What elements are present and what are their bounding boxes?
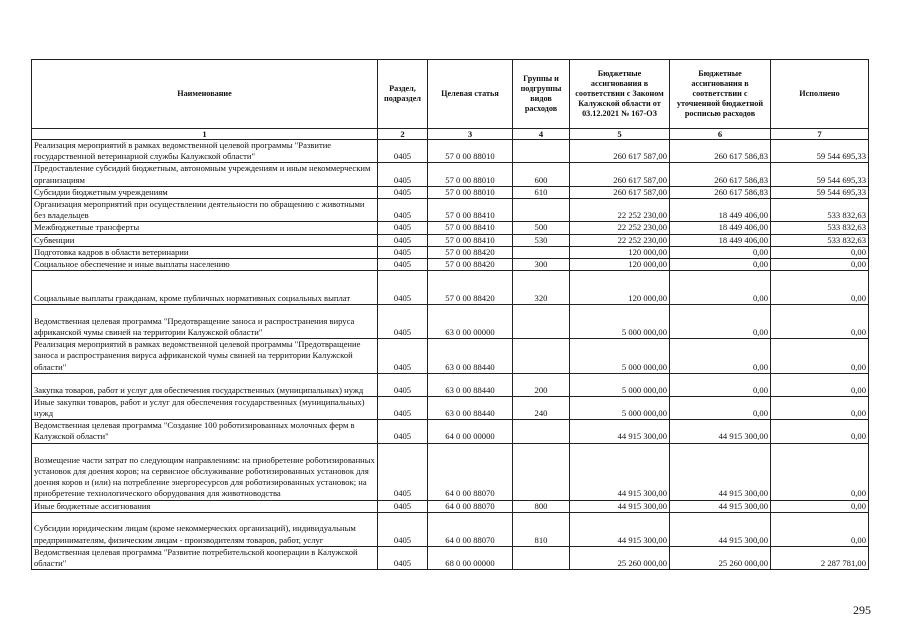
row-section-cell: 0405 <box>378 199 428 222</box>
row-law-allocation-cell: 44 915 300,00 <box>570 500 670 512</box>
row-name-cell: Реализация мероприятий в рамках ведомственной целевой программы "Предотвращение заноса и распространения вируса африканской чумы свиней на территории Калужской области" <box>32 339 378 374</box>
row-executed-cell: 59 544 695,33 <box>771 186 869 198</box>
row-name-cell: Организация мероприятий при осуществлении деятельности по обращению с животными без владельцев <box>32 199 378 222</box>
row-executed-cell: 0,00 <box>771 271 869 305</box>
row-refined-allocation-cell: 0,00 <box>670 305 771 339</box>
row-law-allocation-cell: 22 252 230,00 <box>570 234 670 246</box>
header-section: Раздел, подраздел <box>378 60 428 129</box>
table-row <box>32 222 869 234</box>
row-target-article-cell: 63 0 00 88440 <box>428 396 513 419</box>
budget-report-sheet <box>31 59 868 570</box>
row-refined-allocation-cell: 18 449 406,00 <box>670 234 771 246</box>
row-section-cell: 0405 <box>378 246 428 258</box>
row-refined-allocation-cell: 18 449 406,00 <box>670 222 771 234</box>
row-executed-cell: 0,00 <box>771 305 869 339</box>
table-row <box>32 500 869 512</box>
row-executed-cell: 0,00 <box>771 512 869 546</box>
row-section-cell: 0405 <box>378 234 428 246</box>
row-law-allocation-cell: 120 000,00 <box>570 271 670 305</box>
column-number: 5 <box>570 129 670 140</box>
row-target-article-cell: 57 0 00 88420 <box>428 271 513 305</box>
row-expense-group-cell <box>513 339 570 374</box>
row-executed-cell: 533 832,63 <box>771 222 869 234</box>
row-expense-group-cell: 810 <box>513 512 570 546</box>
row-section-cell: 0405 <box>378 443 428 500</box>
row-law-allocation-cell: 5 000 000,00 <box>570 339 670 374</box>
row-name-cell: Иные бюджетные ассигнования <box>32 500 378 512</box>
row-expense-group-cell: 300 <box>513 259 570 271</box>
row-section-cell: 0405 <box>378 222 428 234</box>
row-expense-group-cell <box>513 199 570 222</box>
row-name-cell: Предоставление субсидий бюджетным, автономным учреждениям и иным некоммерческим организациям <box>32 163 378 186</box>
row-executed-cell: 0,00 <box>771 396 869 419</box>
row-section-cell: 0405 <box>378 163 428 186</box>
row-target-article-cell: 64 0 00 88070 <box>428 443 513 500</box>
row-refined-allocation-cell: 25 260 000,00 <box>670 546 771 569</box>
table-row <box>32 373 869 396</box>
row-executed-cell: 0,00 <box>771 500 869 512</box>
table-row <box>32 186 869 198</box>
table-row <box>32 259 869 271</box>
row-expense-group-cell: 610 <box>513 186 570 198</box>
row-name-cell: Социальные выплаты гражданам, кроме публичных нормативных социальных выплат <box>32 271 378 305</box>
row-section-cell: 0405 <box>378 420 428 443</box>
column-number: 1 <box>32 129 378 140</box>
table-body <box>32 140 869 570</box>
row-target-article-cell: 57 0 00 88410 <box>428 222 513 234</box>
row-executed-cell: 0,00 <box>771 420 869 443</box>
table-row <box>32 305 869 339</box>
row-name-cell: Ведомственная целевая программа "Развитие потребительской кооперации в Калужской области" <box>32 546 378 569</box>
row-name-cell: Субвенции <box>32 234 378 246</box>
row-refined-allocation-cell: 0,00 <box>670 396 771 419</box>
row-target-article-cell: 57 0 00 88420 <box>428 246 513 258</box>
row-expense-group-cell: 240 <box>513 396 570 419</box>
row-law-allocation-cell: 260 617 587,00 <box>570 163 670 186</box>
row-law-allocation-cell: 260 617 587,00 <box>570 140 670 163</box>
page-number: 295 <box>853 603 871 617</box>
row-expense-group-cell: 320 <box>513 271 570 305</box>
header-target-article: Целевая статья <box>428 60 513 129</box>
row-name-cell: Иные закупки товаров, работ и услуг для обеспечения государственных (муниципальных) нужд <box>32 396 378 419</box>
row-executed-cell: 0,00 <box>771 339 869 374</box>
header-expense-group: Группы и подгруппы видов расходов <box>513 60 570 129</box>
row-law-allocation-cell: 44 915 300,00 <box>570 443 670 500</box>
row-refined-allocation-cell: 260 617 586,83 <box>670 140 771 163</box>
row-refined-allocation-cell: 0,00 <box>670 339 771 374</box>
table-row <box>32 246 869 258</box>
table-row <box>32 140 869 163</box>
table-row <box>32 546 869 569</box>
row-section-cell: 0405 <box>378 140 428 163</box>
row-section-cell: 0405 <box>378 546 428 569</box>
column-number: 7 <box>771 129 869 140</box>
row-target-article-cell: 57 0 00 88410 <box>428 234 513 246</box>
row-law-allocation-cell: 44 915 300,00 <box>570 420 670 443</box>
row-law-allocation-cell: 25 260 000,00 <box>570 546 670 569</box>
row-refined-allocation-cell: 0,00 <box>670 271 771 305</box>
column-number: 2 <box>378 129 428 140</box>
table-row <box>32 199 869 222</box>
table-row <box>32 339 869 374</box>
row-name-cell: Социальное обеспечение и иные выплаты населению <box>32 259 378 271</box>
row-target-article-cell: 57 0 00 88010 <box>428 163 513 186</box>
row-target-article-cell: 57 0 00 88420 <box>428 259 513 271</box>
row-name-cell: Ведомственная целевая программа "Предотвращение заноса и распространения вируса африканской чумы свиней на территории Калужской области" <box>32 305 378 339</box>
row-executed-cell: 0,00 <box>771 443 869 500</box>
table-row <box>32 396 869 419</box>
row-refined-allocation-cell: 0,00 <box>670 246 771 258</box>
row-name-cell: Реализация мероприятий в рамках ведомственной целевой программы "Развитие государственной ветеринарной службы Калужской области" <box>32 140 378 163</box>
row-name-cell: Закупка товаров, работ и услуг для обеспечения государственных (муниципальных) нужд <box>32 373 378 396</box>
header-name: Наименование <box>32 60 378 129</box>
row-expense-group-cell: 530 <box>513 234 570 246</box>
header-law-allocations: Бюджетные ассигнования в соответствии с Законом Калужской области от 03.12.2021 № 167-ОЗ <box>570 60 670 129</box>
row-section-cell: 0405 <box>378 186 428 198</box>
row-expense-group-cell <box>513 443 570 500</box>
table-row <box>32 163 869 186</box>
row-section-cell: 0405 <box>378 373 428 396</box>
row-refined-allocation-cell: 18 449 406,00 <box>670 199 771 222</box>
table-row <box>32 271 869 305</box>
row-refined-allocation-cell: 44 915 300,00 <box>670 420 771 443</box>
row-refined-allocation-cell: 44 915 300,00 <box>670 512 771 546</box>
column-number: 4 <box>513 129 570 140</box>
table-row <box>32 443 869 500</box>
budget-table <box>31 59 869 570</box>
row-law-allocation-cell: 5 000 000,00 <box>570 373 670 396</box>
row-target-article-cell: 57 0 00 88010 <box>428 186 513 198</box>
table-row <box>32 512 869 546</box>
row-expense-group-cell: 500 <box>513 222 570 234</box>
row-section-cell: 0405 <box>378 339 428 374</box>
row-target-article-cell: 64 0 00 88070 <box>428 500 513 512</box>
row-expense-group-cell: 800 <box>513 500 570 512</box>
row-expense-group-cell: 600 <box>513 163 570 186</box>
row-target-article-cell: 57 0 00 88410 <box>428 199 513 222</box>
row-refined-allocation-cell: 0,00 <box>670 259 771 271</box>
column-number: 3 <box>428 129 513 140</box>
row-executed-cell: 533 832,63 <box>771 199 869 222</box>
row-refined-allocation-cell: 260 617 586,83 <box>670 186 771 198</box>
table-row <box>32 234 869 246</box>
row-section-cell: 0405 <box>378 500 428 512</box>
row-refined-allocation-cell: 44 915 300,00 <box>670 500 771 512</box>
row-law-allocation-cell: 260 617 587,00 <box>570 186 670 198</box>
row-expense-group-cell <box>513 546 570 569</box>
row-name-cell: Подготовка кадров в области ветеринарии <box>32 246 378 258</box>
row-executed-cell: 59 544 695,33 <box>771 163 869 186</box>
row-executed-cell: 0,00 <box>771 373 869 396</box>
row-name-cell: Субсидии бюджетным учреждениям <box>32 186 378 198</box>
row-section-cell: 0405 <box>378 512 428 546</box>
row-refined-allocation-cell: 0,00 <box>670 373 771 396</box>
row-refined-allocation-cell: 260 617 586,83 <box>670 163 771 186</box>
row-executed-cell: 59 544 695,33 <box>771 140 869 163</box>
row-executed-cell: 533 832,63 <box>771 234 869 246</box>
row-law-allocation-cell: 5 000 000,00 <box>570 305 670 339</box>
row-section-cell: 0405 <box>378 396 428 419</box>
row-expense-group-cell <box>513 305 570 339</box>
row-executed-cell: 0,00 <box>771 259 869 271</box>
row-law-allocation-cell: 22 252 230,00 <box>570 222 670 234</box>
row-executed-cell: 0,00 <box>771 246 869 258</box>
column-number-row <box>32 129 869 140</box>
row-expense-group-cell <box>513 140 570 163</box>
row-name-cell: Возмещение части затрат по следующим направлениям: на приобретение роботизированных установок для доения коров; на сервисное обслуживание роботизированных установок для доения коров и (или) на потребление энергоресурсов для роботизированных установок; на приобретение технологического оборудования для животноводства <box>32 443 378 500</box>
row-law-allocation-cell: 5 000 000,00 <box>570 396 670 419</box>
row-target-article-cell: 64 0 00 88070 <box>428 512 513 546</box>
row-name-cell: Субсидии юридическим лицам (кроме некоммерческих организаций), индивидуальным предпринимателям, физическим лицам - производителям товаров, работ, услуг <box>32 512 378 546</box>
row-name-cell: Ведомственная целевая программа "Создание 100 роботизированных молочных ферм в Калужской области" <box>32 420 378 443</box>
row-executed-cell: 2 287 781,00 <box>771 546 869 569</box>
row-section-cell: 0405 <box>378 305 428 339</box>
row-target-article-cell: 63 0 00 88440 <box>428 373 513 396</box>
row-name-cell: Межбюджетные трансферты <box>32 222 378 234</box>
row-expense-group-cell <box>513 420 570 443</box>
row-expense-group-cell <box>513 246 570 258</box>
header-refined-allocations: Бюджетные ассигнования в соответствии с уточненной бюджетной росписью расходов <box>670 60 771 129</box>
row-section-cell: 0405 <box>378 271 428 305</box>
row-target-article-cell: 63 0 00 00000 <box>428 305 513 339</box>
row-target-article-cell: 63 0 00 88440 <box>428 339 513 374</box>
header-executed: Исполнено <box>771 60 869 129</box>
row-refined-allocation-cell: 44 915 300,00 <box>670 443 771 500</box>
column-number: 6 <box>670 129 771 140</box>
row-target-article-cell: 68 0 00 00000 <box>428 546 513 569</box>
row-law-allocation-cell: 44 915 300,00 <box>570 512 670 546</box>
row-law-allocation-cell: 120 000,00 <box>570 259 670 271</box>
table-header-row <box>32 60 869 129</box>
row-law-allocation-cell: 22 252 230,00 <box>570 199 670 222</box>
row-law-allocation-cell: 120 000,00 <box>570 246 670 258</box>
row-expense-group-cell: 200 <box>513 373 570 396</box>
row-section-cell: 0405 <box>378 259 428 271</box>
row-target-article-cell: 64 0 00 00000 <box>428 420 513 443</box>
table-row <box>32 420 869 443</box>
row-target-article-cell: 57 0 00 88010 <box>428 140 513 163</box>
